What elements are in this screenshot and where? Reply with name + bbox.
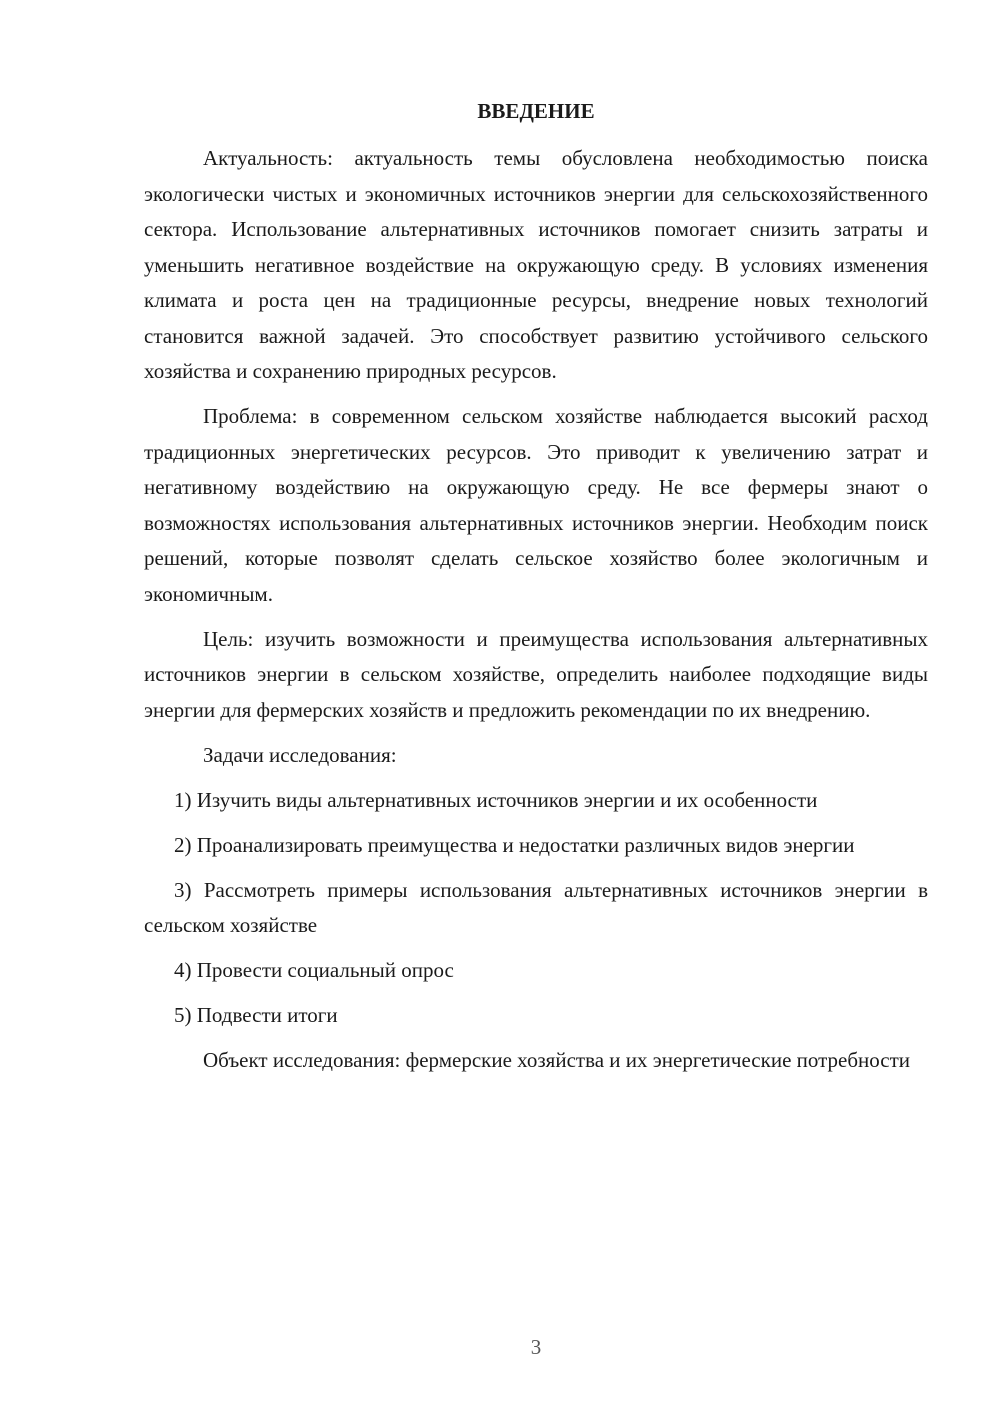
task-item-2: 2) Проанализировать преимущества и недостатки различных видов энергии bbox=[174, 832, 855, 857]
task-item-4: 4) Провести социальный опрос bbox=[174, 958, 454, 982]
task-item-1: 1) Изучить виды альтернативных источников энергии и их особенности bbox=[174, 787, 818, 812]
paragraph-tasks-heading: Задачи исследования: bbox=[203, 742, 397, 767]
paragraph-object: Объект исследования: фермерские хозяйства и их энергетические потребности bbox=[203, 1048, 911, 1072]
page-heading: ВВЕДЕНИЕ bbox=[477, 99, 595, 123]
task-item-3: 3) Рассмотреть примеры использования альтернативных источников энергии в сельском хозяйстве bbox=[144, 877, 928, 937]
page-number: 3 bbox=[530, 1335, 542, 1359]
document-body bbox=[144, 141, 928, 1088]
paragraph-goal: Цель: изучить возможности и преимущества использования альтернативных источников энергии в сельском хозяйстве, определить наиболее подходящие виды энергии для фермерских хозяйств и предложить рекомендации по их внедрению. bbox=[144, 626, 928, 722]
task-item-5: 5) Подвести итоги bbox=[174, 1003, 338, 1027]
paragraph-problem: Проблема: в современном сельском хозяйстве наблюдается высокий расход традиционных энергетических ресурсов. Это приводит к увеличению затрат и негативному воздействию на окружающую среду. Не все фермеры знают о возможностях использования альтернативных источников энергии. Необходим поиск решений, которые позволят сделать сельское хозяйство более экологичным и экономичным. bbox=[144, 404, 928, 606]
paragraph-relevance: Актуальность: актуальность темы обусловлена необходимостью поиска экологически чистых и экономичных источников энергии для сельскохозяйственного сектора. Использование альтернативных источников помогает снизить затраты и уменьшить негативное воздействие на окружающую среду. В условиях изменения климата и роста цен на традиционные ресурсы, внедрение новых технологий становится важной задачей. Это способствует развитию устойчивого сельского хозяйства и сохранению природных ресурсов. bbox=[144, 146, 928, 383]
